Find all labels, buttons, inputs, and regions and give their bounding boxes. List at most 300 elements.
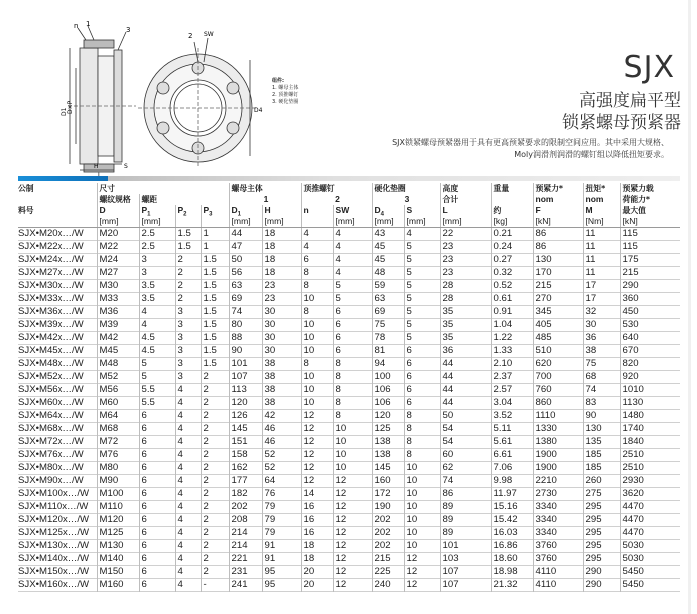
cell-pitch-p3: 2 [201, 397, 229, 410]
cell-body-d1: 56 [229, 267, 262, 280]
cell-pitch-p2: 4 [175, 384, 201, 397]
cell-pitch-p3: 1.5 [201, 332, 229, 345]
cell-preload-max: 2510 [620, 462, 680, 475]
cell-screw-sw: 12 [333, 527, 372, 540]
cell-pitch-p1: 6 [139, 475, 175, 488]
table-row [18, 410, 680, 423]
cell-part-number: SJX•M140x…/W [18, 553, 90, 564]
cell-washer-s: 5 [404, 293, 440, 306]
cell-part-number: SJX•M20x…/W [18, 228, 84, 239]
cell-washer-s: 10 [404, 527, 440, 540]
cell-washer-d4: 81 [372, 345, 404, 358]
cell-height-l: 103 [440, 553, 491, 566]
cell-screw-sw: 12 [333, 488, 372, 501]
cell-pitch-p1: 3.5 [139, 293, 175, 306]
cell-screw-sw: 10 [333, 462, 372, 475]
cell-preload-max: 2930 [620, 475, 680, 488]
cell-weight: 2.57 [491, 384, 533, 397]
cell-washer-d4: 202 [372, 514, 404, 527]
cell-washer-d4: 240 [372, 579, 404, 592]
cell-washer-s: 6 [404, 384, 440, 397]
cell-pitch-p1: 3 [139, 254, 175, 267]
cell-body-h: 38 [262, 371, 301, 384]
cell-body-d1: 126 [229, 410, 262, 423]
cell-body-d1: 120 [229, 397, 262, 410]
cell-screw-sw: 8 [333, 384, 372, 397]
cell-screw-sw: 6 [333, 332, 372, 345]
cell-weight: 3.52 [491, 410, 533, 423]
cell-washer-d4: 48 [372, 267, 404, 280]
header-yujinli-heneng-l2: 荷能力* [620, 194, 680, 205]
table-row [18, 319, 680, 332]
cell-preload-f: 1900 [533, 462, 583, 475]
cell-height-l: 107 [440, 579, 491, 592]
cell-weight: 5.61 [491, 436, 533, 449]
table-row [18, 306, 680, 319]
cell-preload-max: 640 [620, 332, 680, 345]
cell-preload-f: 3760 [533, 553, 583, 566]
cell-pitch-p3: 2 [201, 514, 229, 527]
unit-kn: [kN] [533, 216, 583, 228]
cell-body-h: 91 [262, 540, 301, 553]
cell-body-d1: 90 [229, 345, 262, 358]
cell-thread-d: M160 [97, 579, 139, 592]
table-row [18, 280, 680, 293]
cell-pitch-p1: 4 [139, 306, 175, 319]
header-sym-h: H [262, 205, 301, 216]
cell-washer-s: 8 [404, 449, 440, 462]
cell-washer-d4: 106 [372, 397, 404, 410]
cell-torque-m: 17 [583, 280, 620, 293]
cell-washer-d4: 138 [372, 436, 404, 449]
cell-body-d1: 107 [229, 371, 262, 384]
cell-preload-max: 920 [620, 371, 680, 384]
cell-body-h: 52 [262, 449, 301, 462]
cell-screw-n: 12 [301, 462, 333, 475]
cell-height-l: 23 [440, 241, 491, 254]
cell-screw-n: 8 [301, 358, 333, 371]
unit-mm: [mm] [440, 216, 491, 228]
cell-pitch-p3: 1.5 [201, 254, 229, 267]
cell-height-l: 86 [440, 488, 491, 501]
cell-body-d1: 162 [229, 462, 262, 475]
cell-pitch-p2: 4 [175, 436, 201, 449]
cell-preload-f: 345 [533, 306, 583, 319]
cell-pitch-p2: 4 [175, 462, 201, 475]
cell-washer-d4: 106 [372, 384, 404, 397]
cell-part-number: SJX•M42x…/W [18, 332, 84, 343]
table-row [18, 449, 680, 462]
unit-nm: [Nm] [583, 216, 620, 228]
cell-torque-m: 290 [583, 566, 620, 579]
cell-body-d1: 214 [229, 540, 262, 553]
cell-weight: 16.86 [491, 540, 533, 553]
cell-height-l: 107 [440, 566, 491, 579]
cell-screw-n: 16 [301, 514, 333, 527]
cell-torque-m: 68 [583, 371, 620, 384]
cell-screw-sw: 4 [333, 254, 372, 267]
cell-part-number: SJX•M72x…/W [18, 436, 84, 447]
cell-torque-m: 11 [583, 241, 620, 254]
cell-preload-f: 215 [533, 280, 583, 293]
cell-preload-max: 1480 [620, 410, 680, 423]
cell-height-l: 44 [440, 371, 491, 384]
cell-washer-d4: 172 [372, 488, 404, 501]
cell-screw-n: 10 [301, 319, 333, 332]
cell-part-number: SJX•M90x…/W [18, 475, 84, 486]
cell-weight: 2.37 [491, 371, 533, 384]
cell-weight: 18.98 [491, 566, 533, 579]
cell-thread-d: M72 [97, 436, 139, 449]
cell-height-l: 54 [440, 423, 491, 436]
cell-pitch-p2: 1.5 [175, 228, 201, 241]
cell-screw-sw: 6 [333, 306, 372, 319]
unit-mm: [mm] [372, 216, 404, 228]
cell-screw-sw: 12 [333, 475, 372, 488]
header-sym-d1 [229, 205, 262, 216]
cell-height-l: 36 [440, 345, 491, 358]
unit-kg: [kg] [491, 216, 533, 228]
sym-p: P [141, 205, 148, 215]
cell-pitch-p2: 4 [175, 527, 201, 540]
cell-body-h: 18 [262, 241, 301, 254]
cell-pitch-p2: 3 [175, 319, 201, 332]
table-row [18, 579, 680, 592]
unit-kn: [kN] [620, 216, 680, 228]
table-row [18, 397, 680, 410]
cell-pitch-p1: 5 [139, 358, 175, 371]
cell-screw-sw: 12 [333, 501, 372, 514]
table-row [18, 501, 680, 514]
cell-body-d1: 231 [229, 566, 262, 579]
cell-preload-f: 3340 [533, 514, 583, 527]
cell-washer-d4: 63 [372, 293, 404, 306]
cell-screw-sw: 10 [333, 436, 372, 449]
cell-weight: 21.32 [491, 579, 533, 592]
cell-screw-sw: 10 [333, 449, 372, 462]
section-divider-bar [18, 176, 680, 181]
cell-body-d1: 208 [229, 514, 262, 527]
cell-pitch-p3: 2 [201, 553, 229, 566]
header-sym-m: M [583, 205, 620, 216]
cell-torque-m: 83 [583, 397, 620, 410]
cell-washer-s: 5 [404, 241, 440, 254]
cell-preload-max: 175 [620, 254, 680, 267]
cell-pitch-p1: 6 [139, 423, 175, 436]
cell-body-h: 23 [262, 293, 301, 306]
sub-d4: 4 [380, 211, 385, 216]
cell-washer-d4: 202 [372, 540, 404, 553]
cell-preload-max: 820 [620, 358, 680, 371]
header-luowen-guige: 螺纹规格 [97, 194, 139, 205]
cell-washer-d4: 75 [372, 319, 404, 332]
header-sym-d4 [372, 205, 404, 216]
cell-height-l: 101 [440, 540, 491, 553]
cell-body-h: 30 [262, 332, 301, 345]
cell-washer-s: 6 [404, 345, 440, 358]
cell-height-l: 22 [440, 228, 491, 241]
header-yujinli-heneng [620, 183, 680, 194]
cell-torque-m: 260 [583, 475, 620, 488]
cell-pitch-p3: 2 [201, 423, 229, 436]
cell-thread-d: M100 [97, 488, 139, 501]
cell-screw-n: 8 [301, 306, 333, 319]
cell-body-h: 95 [262, 579, 301, 592]
cell-pitch-p3: 2 [201, 475, 229, 488]
cell-weight: 0.24 [491, 241, 533, 254]
cell-part-number: SJX•M68x…/W [18, 423, 84, 434]
cell-preload-f: 170 [533, 267, 583, 280]
cell-body-h: 42 [262, 410, 301, 423]
cell-washer-d4: 94 [372, 358, 404, 371]
front-view-drawing [138, 38, 258, 168]
cell-pitch-p2: 4 [175, 566, 201, 579]
cell-pitch-p1: 6 [139, 540, 175, 553]
cell-washer-d4: 160 [372, 475, 404, 488]
cell-weight: 0.61 [491, 293, 533, 306]
cell-pitch-p3: 1 [201, 228, 229, 241]
cell-preload-max: 215 [620, 267, 680, 280]
header-sym-n: n [301, 205, 333, 216]
cell-weight: 11.97 [491, 488, 533, 501]
cell-screw-n: 20 [301, 579, 333, 592]
cell-torque-m: 17 [583, 293, 620, 306]
cell-thread-d: M33 [97, 293, 139, 306]
cell-body-h: 38 [262, 384, 301, 397]
header-num-1: 1 [229, 194, 301, 205]
callout-3: 3 [126, 26, 131, 34]
cell-part-number: SJX•M120x…/W [18, 514, 90, 525]
cell-pitch-p1: 5 [139, 371, 175, 384]
table-row [18, 462, 680, 475]
cell-thread-d: M60 [97, 397, 139, 410]
cell-pitch-p1: 2.5 [139, 228, 175, 241]
cell-screw-sw: 6 [333, 319, 372, 332]
cell-thread-d: M22 [97, 241, 139, 254]
cell-weight: 1.33 [491, 345, 533, 358]
cell-preload-max: 1740 [620, 423, 680, 436]
cell-weight: 0.27 [491, 254, 533, 267]
cell-screw-n: 18 [301, 553, 333, 566]
cell-washer-s: 5 [404, 306, 440, 319]
cell-pitch-p3: 1.5 [201, 306, 229, 319]
cell-part-number: SJX•M110x…/W [18, 501, 89, 512]
cell-weight: 15.42 [491, 514, 533, 527]
cell-height-l: 44 [440, 384, 491, 397]
table-row [18, 527, 680, 540]
header-sym-sw: SW [333, 205, 372, 216]
header-gaodu: 高度 [440, 183, 491, 194]
cell-body-d1: 69 [229, 293, 262, 306]
cell-washer-d4: 202 [372, 527, 404, 540]
component-legend [272, 78, 298, 106]
header-nom-f: nom [533, 194, 583, 205]
cell-torque-m: 36 [583, 332, 620, 345]
cell-pitch-p3: 1.5 [201, 319, 229, 332]
cell-screw-sw: 8 [333, 410, 372, 423]
cell-preload-max: 1840 [620, 436, 680, 449]
cell-pitch-p2: 4 [175, 579, 201, 592]
header-sym-p2 [175, 205, 201, 216]
cell-preload-f: 130 [533, 254, 583, 267]
cell-height-l: 74 [440, 475, 491, 488]
cell-preload-f: 270 [533, 293, 583, 306]
product-code: SJX [623, 50, 675, 85]
cell-part-number: SJX•M22x…/W [18, 241, 84, 252]
header-empty [491, 194, 533, 205]
cell-torque-m: 11 [583, 228, 620, 241]
table-row [18, 423, 680, 436]
sym-d: D [231, 205, 238, 215]
callout-1-side: 1 [86, 20, 91, 28]
cell-body-h: 18 [262, 267, 301, 280]
cell-washer-d4: 190 [372, 501, 404, 514]
cell-preload-f: 4110 [533, 566, 583, 579]
cell-washer-d4: 125 [372, 423, 404, 436]
cell-washer-d4: 45 [372, 254, 404, 267]
cell-torque-m: 11 [583, 254, 620, 267]
cell-body-d1: 182 [229, 488, 262, 501]
cell-pitch-p3: - [201, 579, 229, 592]
product-title-line1: 高强度扁平型 [579, 91, 681, 111]
cell-thread-d: M90 [97, 475, 139, 488]
cell-pitch-p1: 6 [139, 436, 175, 449]
cell-body-h: 52 [262, 462, 301, 475]
table-row [18, 540, 680, 553]
cell-screw-sw: 5 [333, 293, 372, 306]
cell-screw-n: 10 [301, 371, 333, 384]
cell-part-number: SJX•M45x…/W [18, 345, 84, 356]
cell-height-l: 89 [440, 527, 491, 540]
cell-pitch-p2: 2 [175, 280, 201, 293]
cell-pitch-p1: 2.5 [139, 241, 175, 254]
cell-thread-d: M24 [97, 254, 139, 267]
cell-washer-s: 5 [404, 319, 440, 332]
cell-body-d1: 145 [229, 423, 262, 436]
dim-dp-label: D×P [67, 100, 74, 114]
header-yinghua-dianquan: 硬化垫圈 [372, 183, 440, 194]
cell-preload-max: 4470 [620, 514, 680, 527]
cell-part-number: SJX•M39x…/W [18, 319, 84, 330]
cell-washer-d4: 100 [372, 371, 404, 384]
table-row [18, 553, 680, 566]
header-sym-l: L [440, 205, 491, 216]
cell-height-l: 89 [440, 514, 491, 527]
dim-s-label: S [124, 163, 128, 170]
cell-preload-f: 86 [533, 241, 583, 254]
header-yue: 约 [491, 205, 533, 216]
cell-screw-sw: 12 [333, 514, 372, 527]
cell-screw-sw: 12 [333, 579, 372, 592]
cell-thread-d: M48 [97, 358, 139, 371]
cell-screw-sw: 12 [333, 566, 372, 579]
cell-preload-f: 3760 [533, 540, 583, 553]
cell-pitch-p3: 2 [201, 410, 229, 423]
cell-height-l: 89 [440, 501, 491, 514]
cell-thread-d: M125 [97, 527, 139, 540]
cell-screw-sw: 8 [333, 397, 372, 410]
cell-screw-n: 10 [301, 345, 333, 358]
cell-washer-d4: 43 [372, 228, 404, 241]
scrollbar[interactable] [688, 0, 691, 614]
cell-pitch-p1: 4.5 [139, 345, 175, 358]
cell-washer-s: 8 [404, 436, 440, 449]
legend-title: 组件: [272, 78, 284, 84]
cell-body-d1: 241 [229, 579, 262, 592]
unit-mm: [mm] [97, 216, 139, 228]
cell-body-h: 38 [262, 397, 301, 410]
header-num-2: 2 [301, 194, 372, 205]
table-row [18, 371, 680, 384]
header-sym-s: S [404, 205, 440, 216]
cell-pitch-p3: 2 [201, 501, 229, 514]
product-description: SJX锁紧螺母预紧器用于具有更高预紧要求的限制空间应用。其中采用大规格、Moly润滑剂润滑的螺钉组以降低扭矩要求。 [392, 138, 669, 159]
cell-weight: 2.10 [491, 358, 533, 371]
table-row [18, 488, 680, 501]
cell-height-l: 35 [440, 319, 491, 332]
cell-pitch-p2: 3 [175, 358, 201, 371]
cell-thread-d: M68 [97, 423, 139, 436]
header-liaohao: 料号 [18, 206, 34, 215]
cell-screw-sw: 12 [333, 553, 372, 566]
header-chicun: 尺寸 [97, 183, 229, 194]
cell-body-h: 64 [262, 475, 301, 488]
cell-pitch-p3: 2 [201, 384, 229, 397]
cell-washer-s: 5 [404, 280, 440, 293]
cell-thread-d: M45 [97, 345, 139, 358]
cell-part-number: SJX•M36x…/W [18, 306, 84, 317]
header-luoju: 螺距 [139, 194, 229, 205]
cell-preload-f: 2730 [533, 488, 583, 501]
cell-body-h: 76 [262, 488, 301, 501]
cell-weight: 3.04 [491, 397, 533, 410]
sub-1: 1 [147, 211, 151, 216]
cell-screw-n: 10 [301, 293, 333, 306]
cell-pitch-p1: 6 [139, 488, 175, 501]
cell-preload-f: 405 [533, 319, 583, 332]
unit-mm: [mm] [139, 216, 175, 228]
cell-part-number: SJX•M76x…/W [18, 449, 84, 460]
cell-torque-m: 38 [583, 345, 620, 358]
cell-screw-sw: 4 [333, 228, 372, 241]
cell-part-number: SJX•M56x…/W [18, 384, 84, 395]
cell-preload-f: 760 [533, 384, 583, 397]
header-sym-f: F [533, 205, 583, 216]
unit-mm: [mm] [404, 216, 440, 228]
divider-gray [108, 176, 680, 181]
cell-thread-d: M36 [97, 306, 139, 319]
table-row [18, 345, 680, 358]
cell-washer-s: 10 [404, 488, 440, 501]
callout-2: 2 [188, 32, 193, 40]
legend-item: 3. 硬化垫圈 [272, 99, 299, 105]
cell-torque-m: 11 [583, 267, 620, 280]
cell-washer-s: 10 [404, 475, 440, 488]
cell-thread-d: M39 [97, 319, 139, 332]
legend-item: 2. 顶推螺钉 [272, 92, 299, 98]
cell-washer-s: 8 [404, 410, 440, 423]
cell-part-number: SJX•M33x…/W [18, 293, 84, 304]
header-luomu-zhuti: 螺母主体 [229, 183, 301, 194]
cell-washer-s: 10 [404, 462, 440, 475]
cell-weight: 5.11 [491, 423, 533, 436]
cell-body-d1: 88 [229, 332, 262, 345]
cell-part-number: SJX•M60x…/W [18, 397, 84, 408]
header-empty [301, 216, 333, 228]
cell-washer-s: 10 [404, 501, 440, 514]
cell-part-number: SJX•M150x…/W [18, 566, 90, 577]
cell-pitch-p2: 4 [175, 423, 201, 436]
